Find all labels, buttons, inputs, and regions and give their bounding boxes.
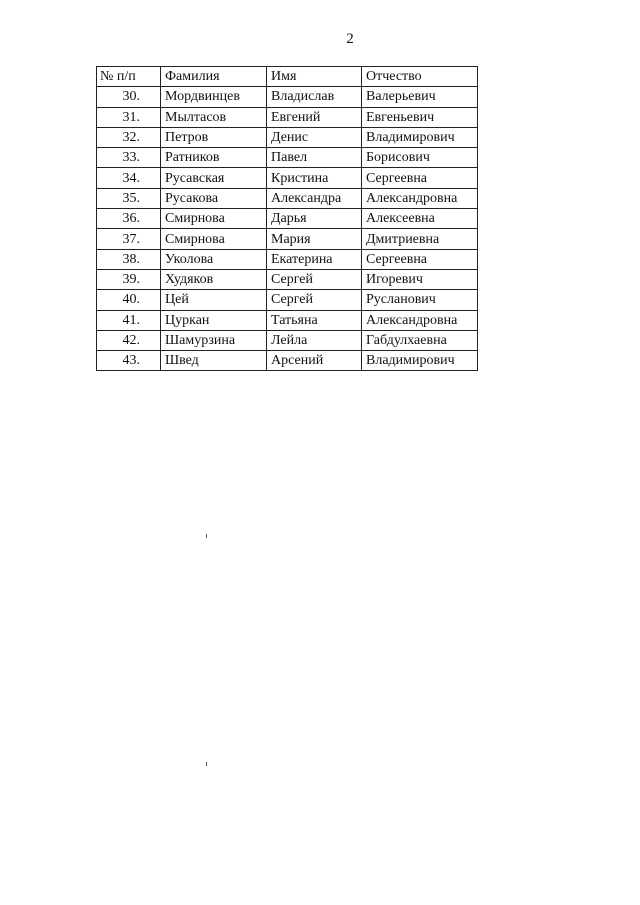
cell-number: 42. — [97, 330, 161, 350]
cell-first-name: Арсений — [267, 351, 362, 371]
cell-first-name: Сергей — [267, 290, 362, 310]
cell-patronymic: Александровна — [362, 188, 478, 208]
table-body — [97, 87, 478, 371]
scan-mark — [206, 534, 207, 538]
cell-patronymic: Игоревич — [362, 269, 478, 289]
table-row — [97, 209, 478, 229]
cell-number: 37. — [97, 229, 161, 249]
cell-last-name: Смирнова — [161, 209, 267, 229]
table-row — [97, 168, 478, 188]
cell-first-name: Татьяна — [267, 310, 362, 330]
cell-number: 43. — [97, 351, 161, 371]
cell-patronymic: Дмитриевна — [362, 229, 478, 249]
cell-patronymic: Алексеевна — [362, 209, 478, 229]
header-last-name: Фамилия — [161, 67, 267, 87]
cell-patronymic: Александровна — [362, 310, 478, 330]
cell-number: 30. — [97, 87, 161, 107]
cell-number: 32. — [97, 127, 161, 147]
cell-first-name: Дарья — [267, 209, 362, 229]
cell-last-name: Русакова — [161, 188, 267, 208]
cell-last-name: Худяков — [161, 269, 267, 289]
cell-number: 36. — [97, 209, 161, 229]
cell-patronymic: Евгеньевич — [362, 107, 478, 127]
cell-patronymic: Владимирович — [362, 351, 478, 371]
table-row — [97, 87, 478, 107]
header-patronymic: Отчество — [362, 67, 478, 87]
table-row — [97, 229, 478, 249]
table-row — [97, 188, 478, 208]
cell-last-name: Швед — [161, 351, 267, 371]
cell-patronymic: Сергеевна — [362, 249, 478, 269]
cell-last-name: Шамурзина — [161, 330, 267, 350]
cell-last-name: Уколова — [161, 249, 267, 269]
cell-last-name: Русавская — [161, 168, 267, 188]
cell-number: 34. — [97, 168, 161, 188]
header-number: № п/п — [97, 67, 161, 87]
cell-first-name: Сергей — [267, 269, 362, 289]
cell-first-name: Денис — [267, 127, 362, 147]
cell-number: 40. — [97, 290, 161, 310]
name-list-table — [96, 66, 478, 371]
cell-last-name: Ратников — [161, 148, 267, 168]
cell-number: 41. — [97, 310, 161, 330]
cell-number: 31. — [97, 107, 161, 127]
cell-number: 35. — [97, 188, 161, 208]
cell-last-name: Мордвинцев — [161, 87, 267, 107]
cell-first-name: Евгений — [267, 107, 362, 127]
cell-first-name: Мария — [267, 229, 362, 249]
table-row — [97, 148, 478, 168]
cell-patronymic: Габдулхаевна — [362, 330, 478, 350]
table-row — [97, 290, 478, 310]
table-row — [97, 107, 478, 127]
cell-patronymic: Борисович — [362, 148, 478, 168]
cell-first-name: Кристина — [267, 168, 362, 188]
cell-last-name: Смирнова — [161, 229, 267, 249]
scan-mark — [206, 762, 207, 766]
table-row — [97, 269, 478, 289]
cell-number: 33. — [97, 148, 161, 168]
page-number: 2 — [346, 31, 354, 47]
cell-first-name: Александра — [267, 188, 362, 208]
table-row — [97, 330, 478, 350]
table-row — [97, 351, 478, 371]
table-row — [97, 249, 478, 269]
cell-first-name: Екатерина — [267, 249, 362, 269]
cell-number: 38. — [97, 249, 161, 269]
cell-patronymic: Русланович — [362, 290, 478, 310]
cell-patronymic: Сергеевна — [362, 168, 478, 188]
table-row — [97, 127, 478, 147]
cell-first-name: Владислав — [267, 87, 362, 107]
header-first-name: Имя — [267, 67, 362, 87]
cell-patronymic: Валерьевич — [362, 87, 478, 107]
table-row — [97, 310, 478, 330]
cell-last-name: Цей — [161, 290, 267, 310]
cell-first-name: Лейла — [267, 330, 362, 350]
cell-patronymic: Владимирович — [362, 127, 478, 147]
cell-last-name: Цуркан — [161, 310, 267, 330]
cell-number: 39. — [97, 269, 161, 289]
cell-last-name: Петров — [161, 127, 267, 147]
cell-first-name: Павел — [267, 148, 362, 168]
cell-last-name: Мылтасов — [161, 107, 267, 127]
table-header-row — [97, 67, 478, 87]
